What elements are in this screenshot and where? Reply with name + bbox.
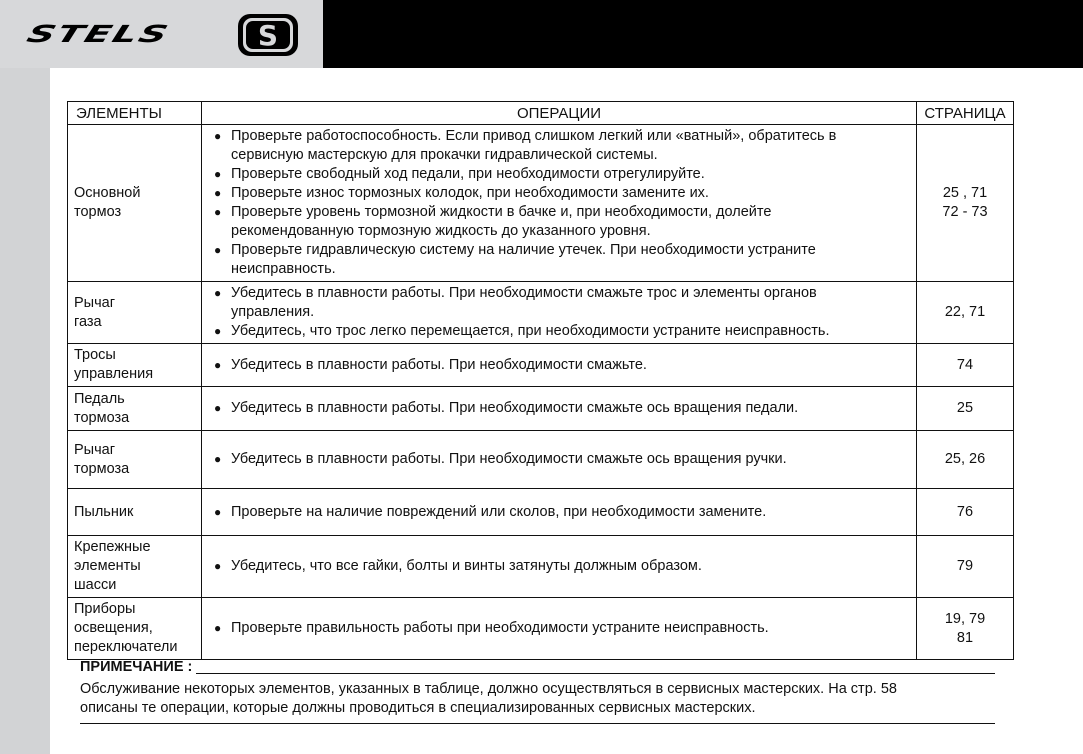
page-cell	[917, 344, 1014, 387]
element-name-line: элементы	[74, 558, 141, 574]
table-row	[68, 489, 1014, 536]
header-operations: ОПЕРАЦИИ	[202, 102, 917, 125]
table-row	[68, 387, 1014, 431]
element-name-line: тормоза	[74, 409, 130, 426]
table-row	[68, 344, 1014, 387]
operations-cell	[202, 598, 917, 660]
page-reference: 22, 71	[944, 304, 986, 320]
operations-list	[214, 399, 908, 418]
page-reference: 81	[956, 629, 974, 646]
operation-text-line: Убедитесь, что трос легко перемещается, при необходимости устраните неисправность.	[231, 323, 830, 339]
element-name-line: Педаль	[74, 390, 125, 407]
operation-text-line: сервисную мастерскую для прокачки гидравлической системы.	[231, 147, 658, 163]
operation-text-line: Убедитесь в плавности работы. При необходимости смажьте.	[231, 356, 647, 373]
operation-text-line: Проверьте свободный ход педали, при необходимости отрегулируйте.	[231, 166, 705, 182]
table-row	[68, 598, 1014, 660]
operation-item	[214, 203, 908, 241]
table-row	[68, 536, 1014, 598]
table-header-row	[68, 102, 1014, 125]
operations-cell	[202, 387, 917, 431]
maintenance-table	[67, 101, 1014, 660]
operation-item	[214, 322, 908, 341]
page-reference: 25 , 71	[942, 185, 988, 201]
element-name-line: Пыльник	[74, 503, 134, 520]
element-name-line: газа	[74, 313, 102, 330]
page-cell	[917, 598, 1014, 660]
bullet-icon: ●	[214, 504, 222, 519]
page-reference: 74	[956, 356, 974, 373]
bullet-icon: ●	[214, 186, 222, 200]
operation-item	[214, 557, 908, 576]
page-cell	[917, 282, 1014, 344]
table-row	[68, 125, 1014, 282]
left-sidebar-strip	[0, 0, 50, 754]
bullet-icon: ●	[214, 286, 222, 300]
operations-list	[214, 503, 908, 522]
svg-text:S: S	[257, 19, 279, 52]
table-row	[68, 431, 1014, 489]
note-line: Обслуживание некоторых элементов, указанных в таблице, должно осуществляться в сервисных мастерских. На стр. 58	[80, 681, 897, 697]
bullet-icon: ●	[214, 167, 222, 181]
operation-item	[214, 165, 908, 184]
element-name-line: освещения,	[74, 620, 153, 636]
operation-item	[214, 399, 908, 418]
element-name-line: Приборы	[74, 601, 136, 617]
operation-text-line: Убедитесь в плавности работы. При необходимости смажьте трос и элементы органов	[231, 285, 817, 301]
brand-logo-text: STELS	[23, 20, 174, 48]
element-name-line: Рычаг	[74, 294, 116, 311]
element-name-line: тормоз	[74, 204, 122, 220]
bullet-icon: ●	[214, 129, 222, 143]
page-cell	[917, 387, 1014, 431]
operations-list	[214, 356, 908, 375]
bullet-icon: ●	[214, 452, 222, 466]
element-name-line: Рычаг	[74, 441, 116, 458]
element-name-line: переключатели	[74, 639, 178, 655]
operation-text-line: Проверьте гидравлическую систему на наличие утечек. При необходимости устраните	[231, 242, 816, 258]
operation-item	[214, 503, 908, 522]
bullet-icon: ●	[214, 621, 222, 635]
page-reference: 25, 26	[944, 451, 986, 467]
operation-text-line: Убедитесь, что все гайки, болты и винты затянуты должным образом.	[231, 558, 702, 574]
page-reference: 79	[956, 558, 974, 574]
element-cell	[68, 489, 202, 536]
operation-text-line: Проверьте правильность работы при необходимости устраните неисправность.	[231, 620, 769, 636]
note-section	[80, 658, 995, 724]
operation-text-line: Проверьте на наличие повреждений или сколов, при необходимости замените.	[231, 503, 767, 520]
bullet-icon: ●	[214, 401, 222, 415]
bullet-icon: ●	[214, 324, 222, 338]
page-reference: 19, 79	[944, 610, 986, 627]
operations-list	[214, 557, 908, 576]
operation-item	[214, 450, 908, 469]
brand-s-logo-icon	[236, 12, 300, 58]
note-title: ПРИМЕЧАНИЕ :	[80, 659, 193, 675]
element-name-line: тормоза	[74, 460, 130, 477]
page-cell	[917, 489, 1014, 536]
page-cell	[917, 431, 1014, 489]
operation-item	[214, 619, 908, 638]
page-cell	[917, 536, 1014, 598]
operations-cell	[202, 282, 917, 344]
element-cell	[68, 598, 202, 660]
operations-list	[214, 284, 908, 341]
operation-text-line: Убедитесь в плавности работы. При необходимости смажьте ось вращения педали.	[231, 400, 799, 416]
operations-list	[214, 127, 908, 279]
operations-list	[214, 450, 908, 469]
header-page: СТРАНИЦА	[917, 102, 1014, 125]
note-text	[80, 680, 995, 724]
element-cell	[68, 344, 202, 387]
operations-cell	[202, 125, 917, 282]
operation-text-line: Проверьте уровень тормозной жидкости в бачке и, при необходимости, долейте	[231, 204, 772, 220]
operation-item	[214, 284, 908, 322]
element-cell	[68, 125, 202, 282]
bullet-icon: ●	[214, 243, 222, 257]
element-cell	[68, 387, 202, 431]
bullet-icon: ●	[214, 357, 222, 372]
page-cell	[917, 125, 1014, 282]
operation-text-line: Проверьте работоспособность. Если привод слишком легкий или «ватный», обратитесь в	[231, 128, 837, 144]
element-name-line: Крепежные	[74, 539, 151, 555]
bullet-icon: ●	[214, 559, 222, 573]
element-name-line: управления	[74, 366, 154, 382]
element-name-line: Основной	[74, 185, 141, 201]
operation-text-line: рекомендованную тормозную жидкость до указанного уровня.	[231, 223, 651, 239]
operation-item	[214, 184, 908, 203]
operation-text-line: Убедитесь в плавности работы. При необходимости смажьте ось вращения ручки.	[231, 451, 787, 467]
operations-list	[214, 619, 908, 638]
operations-cell	[202, 344, 917, 387]
operation-item	[214, 127, 908, 165]
operations-cell	[202, 431, 917, 489]
brand-logo-area	[0, 0, 323, 68]
element-cell	[68, 431, 202, 489]
table-row	[68, 282, 1014, 344]
note-line: описаны те операции, которые должны проводиться в специализированных сервисных мастерских.	[80, 700, 756, 716]
operation-item	[214, 241, 908, 279]
page-reference: 25	[956, 400, 974, 416]
operations-cell	[202, 489, 917, 536]
note-rule	[196, 673, 995, 674]
element-name-line: шасси	[74, 577, 117, 593]
operation-text-line: неисправность.	[231, 261, 336, 277]
operation-text-line: Проверьте износ тормозных колодок, при необходимости замените их.	[231, 185, 709, 201]
header-elements: ЭЛЕМЕНТЫ	[68, 102, 202, 125]
element-name-line: Тросы	[74, 347, 116, 363]
page-reference: 72 - 73	[942, 204, 988, 220]
element-cell	[68, 282, 202, 344]
operation-text-line: управления.	[231, 304, 315, 320]
page-reference: 76	[956, 503, 974, 520]
bullet-icon: ●	[214, 205, 222, 219]
element-cell	[68, 536, 202, 598]
operation-item	[214, 356, 908, 375]
operations-cell	[202, 536, 917, 598]
